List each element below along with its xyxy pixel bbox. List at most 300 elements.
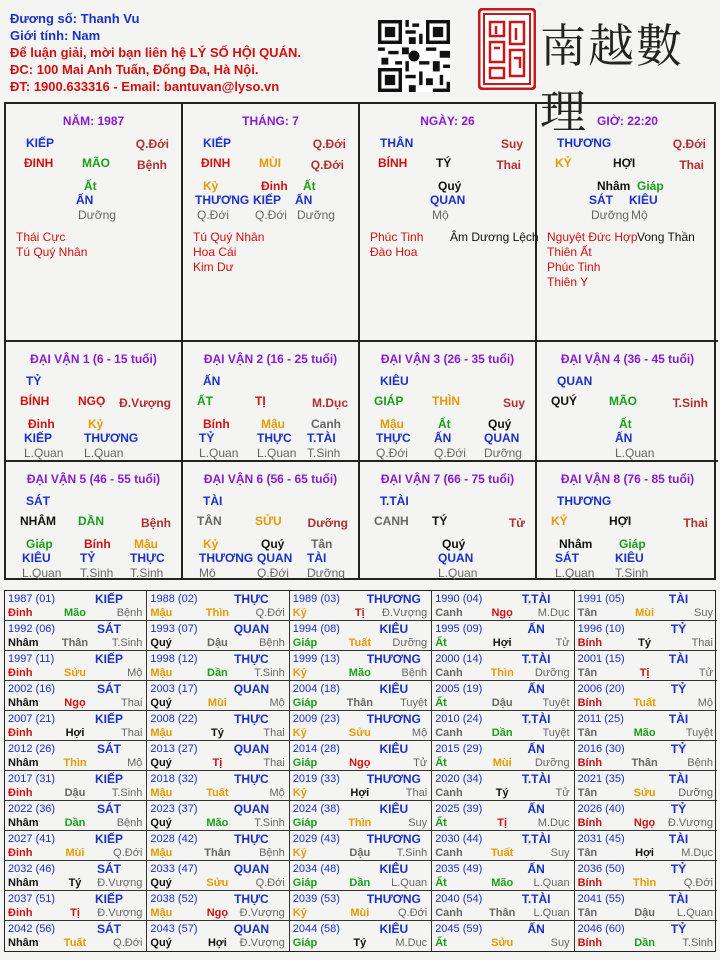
year-cell [5, 711, 147, 741]
year-chi: Ngọ [491, 607, 513, 619]
year-star: QUAN [233, 802, 270, 816]
year-phase: Tử [555, 637, 570, 649]
year-label: 2032 (46) [8, 863, 56, 875]
year-chi: Dậu [491, 697, 513, 709]
year-phase: Thai [120, 727, 143, 739]
year-can: Quý [150, 817, 172, 829]
year-cell [5, 861, 147, 891]
year-chi: Thân [204, 847, 231, 859]
pillar-title: NĂM: 1987 [62, 114, 125, 128]
year-star: TÀI [668, 592, 689, 606]
year-cell [147, 801, 289, 831]
year-can: Tân [577, 607, 598, 619]
dai-van-title: ĐẠI VẬN 7 (66 - 75 tuổi) [380, 472, 515, 486]
year-cell [147, 711, 289, 741]
spirit-star: Phúc Tinh [370, 230, 424, 244]
year-phase: T.Sinh [682, 937, 713, 949]
year-star: T.TÀI [521, 712, 551, 726]
year-star: TÀI [668, 652, 689, 666]
hidden-star: TỶ [199, 431, 215, 445]
year-chi: Mão [206, 817, 229, 829]
year-can: Giáp [292, 877, 318, 889]
dai-van-phase: Thai [683, 516, 708, 530]
year-can: Bính [577, 877, 603, 889]
year-cell [147, 741, 289, 771]
year-phase: Dưỡng [534, 757, 570, 769]
hidden-can: Bính [203, 417, 230, 431]
year-can: Nhâm [8, 697, 39, 709]
year-cell [147, 651, 289, 681]
year-phase: Bệnh [401, 667, 428, 679]
pillar-star-phase: Q.Đới [672, 137, 706, 151]
year-can: Giáp [292, 757, 318, 769]
year-can: Kỷ [292, 907, 307, 919]
year-phase: Tử [698, 667, 713, 679]
year-can: Nhâm [8, 637, 39, 649]
year-chi: Mão [348, 667, 371, 679]
year-can: Nhâm [8, 757, 39, 769]
year-can: Giáp [292, 937, 318, 949]
spirit-star: Tú Quý Nhân [16, 245, 88, 259]
year-label: 2012 (26) [8, 743, 56, 755]
hidden-star: KIÊU [615, 551, 644, 565]
year-label: 2014 (28) [292, 743, 340, 755]
dai-van-title: ĐẠI VẬN 4 (36 - 45 tuổi) [560, 352, 695, 366]
spirit-star: Thái Cực [16, 230, 66, 244]
year-star: QUAN [233, 862, 270, 876]
year-can: Ất [435, 817, 447, 829]
year-can: Kỷ [292, 847, 307, 859]
year-phase: Thai [120, 697, 143, 709]
year-cell [5, 921, 147, 951]
year-can: Mậu [150, 847, 173, 859]
year-star: TỶ [670, 922, 687, 936]
pillar-can: KỶ [555, 156, 572, 170]
year-can: Canh [435, 907, 463, 919]
hidden-phase: L.Quan [615, 446, 655, 460]
chart-grid [4, 102, 716, 580]
year-cell [290, 711, 432, 741]
year-cell [5, 621, 147, 651]
hidden-star: QUAN [430, 193, 466, 207]
hidden-can: Kỷ [203, 179, 219, 193]
year-cell [290, 921, 432, 951]
dai-van-phase: Dưỡng [307, 516, 348, 530]
year-cell [5, 801, 147, 831]
spirit-star-bad: Vong Thần [637, 230, 695, 244]
year-star: SÁT [97, 622, 121, 636]
year-cell [432, 831, 574, 861]
year-cell [575, 651, 717, 681]
year-label: 2024 (38) [292, 803, 340, 815]
year-chi: Thìn [63, 757, 87, 769]
year-star: THƯƠNG [366, 712, 421, 726]
seal-stamp-icon [478, 8, 536, 90]
year-chi: Tị [212, 757, 223, 769]
hidden-phase: L.Quan [438, 566, 478, 580]
year-phase: Thai [263, 757, 285, 769]
year-cell [147, 831, 289, 861]
pillar-phase: Q.Đới [310, 158, 344, 172]
year-chi: Sửu [348, 727, 371, 739]
year-phase: Q.Đới [255, 607, 285, 619]
year-label: 1992 (06) [8, 623, 56, 635]
hidden-star: THỰC [376, 431, 411, 445]
year-phase: Tuyệt [400, 697, 428, 709]
year-label: 2038 (52) [150, 893, 198, 905]
year-cell [432, 771, 574, 801]
dai-van-chi: NGỌ [78, 394, 106, 408]
year-label: 2013 (27) [150, 743, 198, 755]
year-can: Quý [150, 697, 172, 709]
year-cell [147, 891, 289, 921]
hidden-can: Quý [442, 537, 466, 551]
year-cell [5, 891, 147, 921]
year-label: 2015 (29) [435, 743, 483, 755]
year-can: Quý [150, 637, 172, 649]
spirit-star: Thiên Y [547, 275, 589, 289]
spirit-star: Phúc Tinh [547, 260, 601, 274]
year-phase: Bệnh [687, 757, 713, 769]
year-can: Mậu [150, 607, 173, 619]
year-phase: Dưỡng [392, 637, 428, 649]
year-chi: Mão [491, 877, 514, 889]
year-star: TÀI [668, 892, 689, 906]
year-label: 2011 (25) [577, 713, 624, 725]
year-star: KIÊU [379, 802, 409, 816]
dai-van-can: KỶ [551, 514, 568, 528]
year-can: Giáp [292, 697, 318, 709]
year-cell [432, 591, 574, 621]
year-cell [575, 801, 717, 831]
pillar-star: KIẾP [203, 136, 232, 150]
year-chi: Hợi [65, 727, 85, 739]
dai-van-star: TÀI [203, 494, 223, 508]
hidden-star: ẤN [295, 193, 313, 207]
hidden-star: THƯƠNG [84, 431, 139, 445]
year-star: KIẾP [94, 772, 123, 786]
year-cell [575, 771, 717, 801]
year-chi: Ngọ [633, 817, 656, 829]
hidden-can: Quý [438, 179, 462, 193]
year-chi: Tị [497, 817, 508, 829]
year-label: 2018 (32) [150, 773, 198, 785]
year-cell [575, 861, 717, 891]
year-phase: Q.Đới [255, 877, 285, 889]
year-label: 2010 (24) [435, 713, 483, 725]
year-phase: Tuyệt [542, 727, 570, 739]
year-phase: T.Sinh [396, 847, 428, 859]
year-phase: Q.Đới [113, 847, 143, 859]
year-label: 2037 (51) [8, 893, 56, 905]
spirit-star: Hoa Cái [193, 245, 237, 259]
year-cell [290, 771, 432, 801]
year-cell [575, 741, 717, 771]
year-chi: Mùi [350, 907, 370, 919]
year-chi: Tý [353, 937, 367, 949]
hidden-phase: T.Sinh [307, 446, 341, 460]
year-cell [5, 831, 147, 861]
year-chi: Tý [68, 877, 82, 889]
year-star: KIẾP [94, 652, 123, 666]
dai-van-can: BÍNH [20, 394, 50, 408]
year-label: 2044 (58) [292, 923, 340, 935]
year-star: T.TÀI [521, 832, 551, 846]
hidden-phase: Q.Đới [376, 446, 408, 460]
hidden-star: THƯƠNG [199, 551, 254, 565]
year-star: SÁT [97, 802, 121, 816]
year-phase: T.Sinh [111, 637, 143, 649]
hidden-star: T.TÀI [307, 431, 336, 445]
hidden-phase: Mộ [199, 566, 216, 580]
phone-email-line[interactable]: ĐT: 1900.633316 - Email: bantuvan@lyso.vn [10, 79, 280, 94]
year-star: THỰC [234, 592, 269, 606]
dai-van-star: T.TÀI [380, 494, 409, 508]
year-cell [290, 801, 432, 831]
year-cell [432, 801, 574, 831]
year-label: 2045 (59) [435, 923, 483, 935]
year-chi: Sửu [491, 937, 514, 949]
hidden-can: Quý [488, 417, 512, 431]
year-label: 2033 (47) [150, 863, 198, 875]
year-can: Bính [577, 937, 603, 949]
dai-van-phase: Tử [508, 516, 525, 530]
year-phase: Bệnh [259, 637, 285, 649]
year-phase: M.Dục [395, 937, 428, 949]
year-label: 2025 (39) [435, 803, 483, 815]
dai-van-cell [6, 462, 183, 578]
hidden-star: THƯƠNG [195, 193, 250, 207]
year-chi: Thân [631, 757, 658, 769]
pillar-phase: Thai [496, 158, 521, 172]
pillar-can: ĐINH [24, 156, 54, 170]
year-phase: L.Quan [391, 877, 428, 889]
year-chi: Ngọ [349, 757, 371, 769]
year-chi: Dậu [349, 847, 371, 859]
year-label: 2005 (19) [435, 683, 483, 695]
pillar-star: THƯƠNG [557, 136, 612, 150]
year-star: TÀI [668, 772, 689, 786]
year-cell [147, 681, 289, 711]
year-star: QUAN [233, 922, 270, 936]
year-star: THỰC [234, 772, 269, 786]
owner-name: Đương số: Thanh Vu [10, 11, 140, 26]
year-can: Ất [435, 877, 447, 889]
qr-code-icon[interactable] [378, 20, 450, 92]
year-star: ẤN [527, 742, 545, 756]
year-cell [432, 621, 574, 651]
year-phase: Bệnh [259, 847, 285, 859]
hidden-can: Kỷ [88, 417, 104, 431]
pillar-phase: Bệnh [137, 158, 167, 172]
year-cell [432, 711, 574, 741]
year-chi: Thìn [348, 817, 372, 829]
year-star: T.TÀI [521, 592, 551, 606]
year-label: 2040 (54) [435, 893, 483, 905]
year-star: KIẾP [94, 592, 123, 606]
year-chi: Ngọ [64, 697, 86, 709]
year-can: Ất [435, 637, 447, 649]
pillar-chi: MÙI [259, 156, 281, 170]
year-label: 1997 (11) [8, 653, 55, 665]
year-label: 2007 (21) [8, 713, 56, 725]
spirit-star: Nguyệt Đức Hợp [547, 230, 638, 244]
year-phase: Đ.Vượng [239, 937, 285, 949]
year-star: TỶ [670, 742, 687, 756]
hidden-star: QUAN [438, 551, 474, 565]
year-label: 2043 (57) [150, 923, 198, 935]
year-phase: Suy [694, 607, 713, 619]
year-phase: M.Dục [681, 847, 713, 859]
year-cell [575, 621, 717, 651]
year-chi: Dậu [64, 787, 86, 799]
year-label: 1999 (13) [292, 653, 340, 665]
year-label: 1998 (12) [150, 653, 198, 665]
dai-van-phase: M.Dục [312, 396, 348, 410]
year-can: Đinh [8, 907, 33, 919]
year-chi: Thân [489, 907, 516, 919]
pillar-chi: TÝ [436, 156, 452, 170]
dai-van-star: THƯƠNG [557, 494, 612, 508]
year-phase: Suy [550, 847, 570, 859]
hidden-star: TÀI [307, 551, 327, 565]
year-label: 1993 (07) [150, 623, 198, 635]
year-can: Nhâm [8, 877, 39, 889]
year-can: Tân [577, 727, 598, 739]
hidden-phase: L.Quan [257, 446, 297, 460]
dai-van-cell [183, 462, 360, 578]
pillar-star-phase: Q.Đới [135, 137, 169, 151]
year-phase: Q.Đới [397, 907, 428, 919]
year-label: 1987 (01) [8, 593, 56, 605]
year-phase: Đ.Vượng [382, 607, 428, 619]
dai-van-title: ĐẠI VẬN 1 (6 - 15 tuổi) [30, 352, 157, 366]
year-chi: Hợi [207, 937, 227, 949]
hidden-phase: L.Quan [199, 446, 239, 460]
year-chi: Dần [64, 817, 86, 829]
year-chi: Ngọ [206, 907, 229, 919]
year-star: TÀI [668, 712, 689, 726]
year-cell [432, 741, 574, 771]
year-can: Ất [435, 757, 447, 769]
hidden-can: Ất [438, 417, 451, 431]
year-cell [5, 591, 147, 621]
year-can: Bính [577, 637, 603, 649]
year-cell [290, 591, 432, 621]
year-label: 2023 (37) [150, 803, 198, 815]
year-star: THƯƠNG [366, 772, 421, 786]
dai-van-phase: Suy [502, 396, 525, 410]
year-label: 2031 (45) [577, 833, 625, 845]
hidden-phase: Dưỡng [307, 566, 345, 580]
year-chi: Dần [349, 877, 371, 889]
year-can: Mậu [150, 667, 173, 679]
year-phase: Tuyệt [542, 697, 570, 709]
dai-van-can: NHÂM [20, 514, 56, 528]
year-star: THỰC [234, 832, 269, 846]
year-label: 1995 (09) [435, 623, 483, 635]
hidden-phase: Dưỡng [484, 446, 522, 460]
year-star: SÁT [97, 682, 121, 696]
pillar-chi: HỢI [613, 156, 636, 170]
year-phase: Mộ [411, 727, 428, 739]
year-label: 2002 (16) [8, 683, 56, 695]
year-can: Canh [435, 607, 463, 619]
year-chi: Dần [634, 937, 655, 949]
year-star: TÀI [668, 832, 689, 846]
year-star: THỰC [234, 652, 269, 666]
hidden-star: SÁT [589, 193, 613, 207]
year-cell [290, 891, 432, 921]
hidden-star: KIÊU [629, 193, 658, 207]
year-phase: Thai [405, 787, 428, 799]
hidden-phase: Dưỡng [78, 208, 116, 222]
year-star: TỶ [670, 862, 687, 876]
year-can: Mậu [150, 907, 173, 919]
year-can: Đinh [8, 847, 33, 859]
dai-van-title: ĐẠI VẬN 5 (46 - 55 tuổi) [26, 472, 161, 486]
year-phase: Bệnh [116, 817, 143, 829]
hidden-phase: L.Quan [84, 446, 124, 460]
hidden-can: Ất [303, 179, 316, 193]
year-label: 2001 (15) [577, 653, 625, 665]
hidden-can: Nhâm [597, 179, 631, 193]
year-label: 2028 (42) [150, 833, 198, 845]
year-label: 2016 (30) [577, 743, 625, 755]
year-label: 1989 (03) [292, 593, 340, 605]
spirit-star: Tú Quý Nhân [193, 230, 265, 244]
year-chi: Thìn [632, 877, 657, 889]
pillar-title: GIỜ: 22:20 [597, 114, 658, 128]
year-star: ẤN [527, 682, 545, 696]
annual-luck-table [4, 590, 716, 952]
year-label: 2027 (41) [8, 833, 56, 845]
hidden-star: KIẾP [24, 431, 53, 445]
year-label: 2036 (50) [577, 863, 625, 875]
year-label: 2029 (43) [292, 833, 340, 845]
year-label: 2009 (23) [292, 713, 340, 725]
dai-van-star: TỶ [26, 374, 42, 388]
year-label: 1994 (08) [292, 623, 340, 635]
year-chi: Sửu [206, 877, 229, 889]
year-cell [575, 921, 717, 951]
year-chi: Hợi [350, 787, 370, 799]
hidden-can: Giáp [26, 537, 53, 551]
pillar-can: BÍNH [378, 156, 408, 170]
dai-van-title: ĐẠI VẬN 3 (26 - 35 tuổi) [380, 352, 515, 366]
year-can: Quý [150, 877, 172, 889]
year-phase: L.Quan [533, 877, 570, 889]
year-chi: Thìn [205, 607, 229, 619]
year-label: 2042 (56) [8, 923, 56, 935]
year-can: Giáp [292, 817, 318, 829]
pillar-cell [6, 104, 183, 342]
year-phase: Suy [408, 817, 428, 829]
year-chi: Tuất [490, 847, 514, 859]
pillar-phase: Thai [679, 158, 704, 172]
dai-van-cell [183, 342, 360, 462]
year-phase: T.Sinh [254, 667, 285, 679]
hidden-phase: T.Sinh [130, 566, 164, 580]
year-can: Đinh [8, 607, 33, 619]
dai-van-chi: HỢI [609, 514, 632, 528]
year-cell [147, 921, 289, 951]
year-phase: Suy [550, 937, 570, 949]
year-star: QUAN [233, 742, 270, 756]
year-chi: Tuất [63, 937, 87, 949]
year-label: 2000 (14) [435, 653, 483, 665]
dai-van-cell [360, 462, 537, 578]
